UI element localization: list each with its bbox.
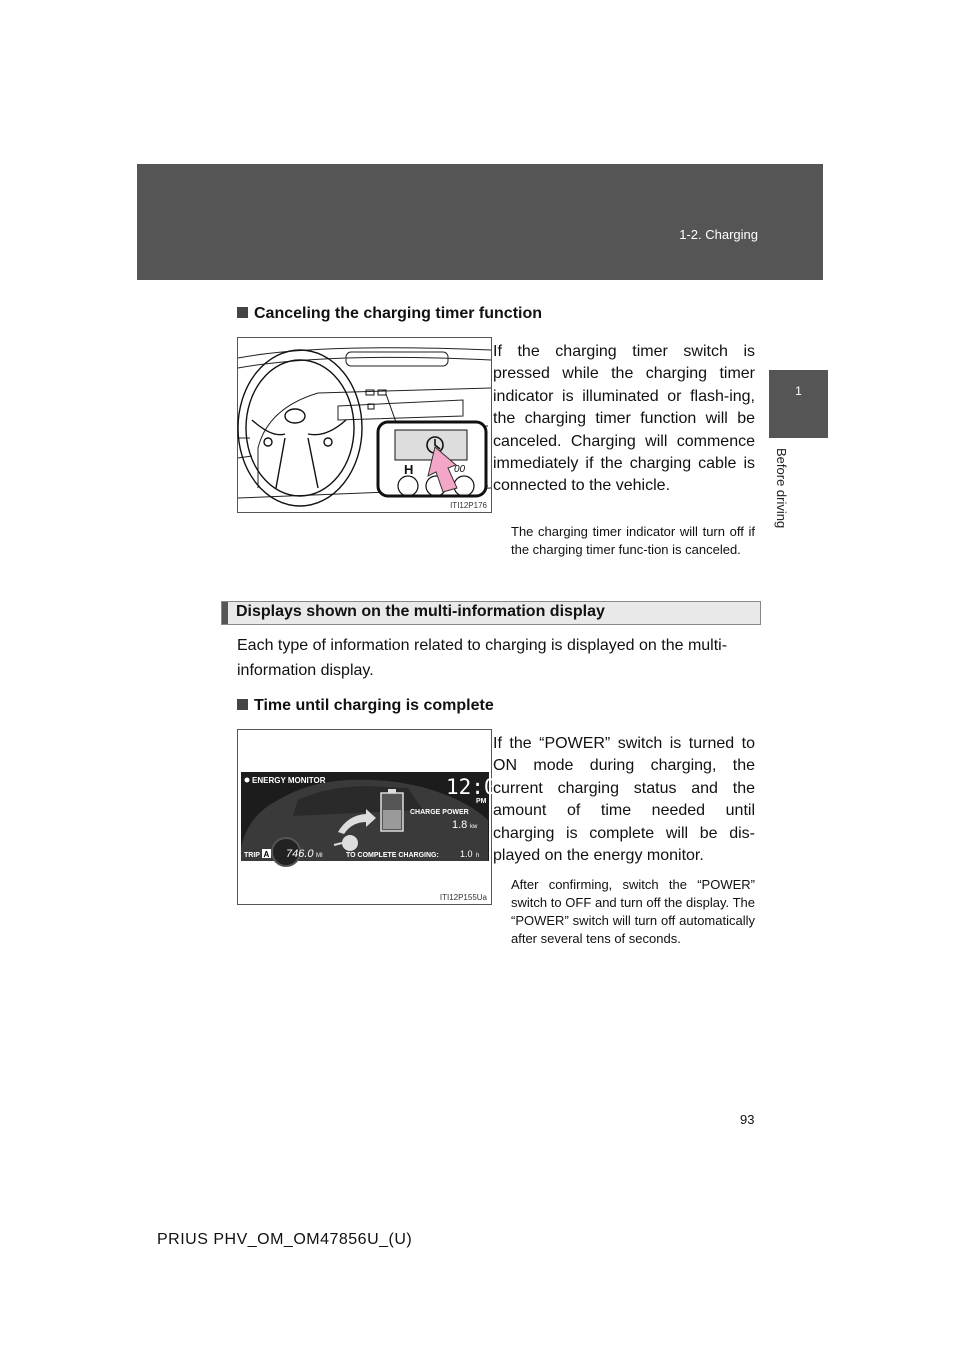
screen-ampm: PM [476,798,487,805]
section-accent [222,602,228,624]
complete-label: TO COMPLETE CHARGING: [346,852,439,859]
time-until-paragraph: If the “POWER” switch is turned to ON mode during charging, the current charging status and the amount of time needed until charging is complete will be dis-played on the energy monitor. [493,735,755,865]
square-bullet-icon [237,699,248,710]
section-heading-text: Displays shown on the multi-information display [236,603,605,620]
canceling-note: The charging timer indicator will turn off if the charging timer func-tion is canceled. [511,524,755,557]
dashboard-illustration [238,338,491,512]
subheading-time-until [237,697,494,715]
page-number: 93 [740,1112,755,1127]
screen-clock: 12:00 [446,775,510,799]
section-heading-displays [221,601,761,625]
section-title: 1-2. Charging [679,227,758,242]
charge-power-value: 1.8 [452,819,468,831]
subheading-canceling [237,305,542,323]
chapter-number: 1 [795,384,802,398]
subheading-canceling-text: Canceling the charging timer function [254,305,543,322]
chapter-label [775,448,795,558]
figure-caption: ITI12P155Ua [439,893,487,902]
trip-letter: A [263,850,270,859]
charge-power-unit: kw [470,824,478,830]
switch-letter: H [404,462,414,477]
displays-intro: Each type of information related to charging is displayed on the multi-information display. [237,637,728,679]
trip-label: TRIP [244,852,260,859]
figure-caption: ITI12P176 [450,501,487,510]
odometer-value: 746.0 [286,848,314,860]
complete-unit: h [476,853,480,859]
complete-value: 1.0 [460,849,473,859]
chapter-header [137,164,823,280]
chapter-tab [769,370,828,438]
model-code: PRIUS PHV_OM_OM47856U_(U) [157,1231,413,1248]
energy-monitor-screen [238,730,510,904]
square-bullet-icon [237,307,248,318]
odometer-unit: MI [316,853,323,859]
subheading-time-until-text: Time until charging is complete [254,697,494,714]
screen-title: ENERGY MONITOR [252,776,326,785]
energy-monitor-figure [237,729,510,905]
time-until-note: After confirming, switch the “POWER” switch to OFF and turn off the display. The “POWER” switch will turn off automatically after several tens of seconds. [511,877,755,946]
charge-power-label: CHARGE POWER [410,809,469,816]
switch-digits: 00 [454,464,466,475]
chapter-label-text: Before driving [774,448,789,529]
plug-icon [342,835,358,851]
charging-timer-switch-figure [237,337,492,513]
canceling-paragraph: If the charging timer switch is pressed while the charging timer indicator is illuminated or flash-ing, the charging timer function will be canceled. Charging will commence immediately if the charging cable is connected to the vehicle. [493,343,755,495]
